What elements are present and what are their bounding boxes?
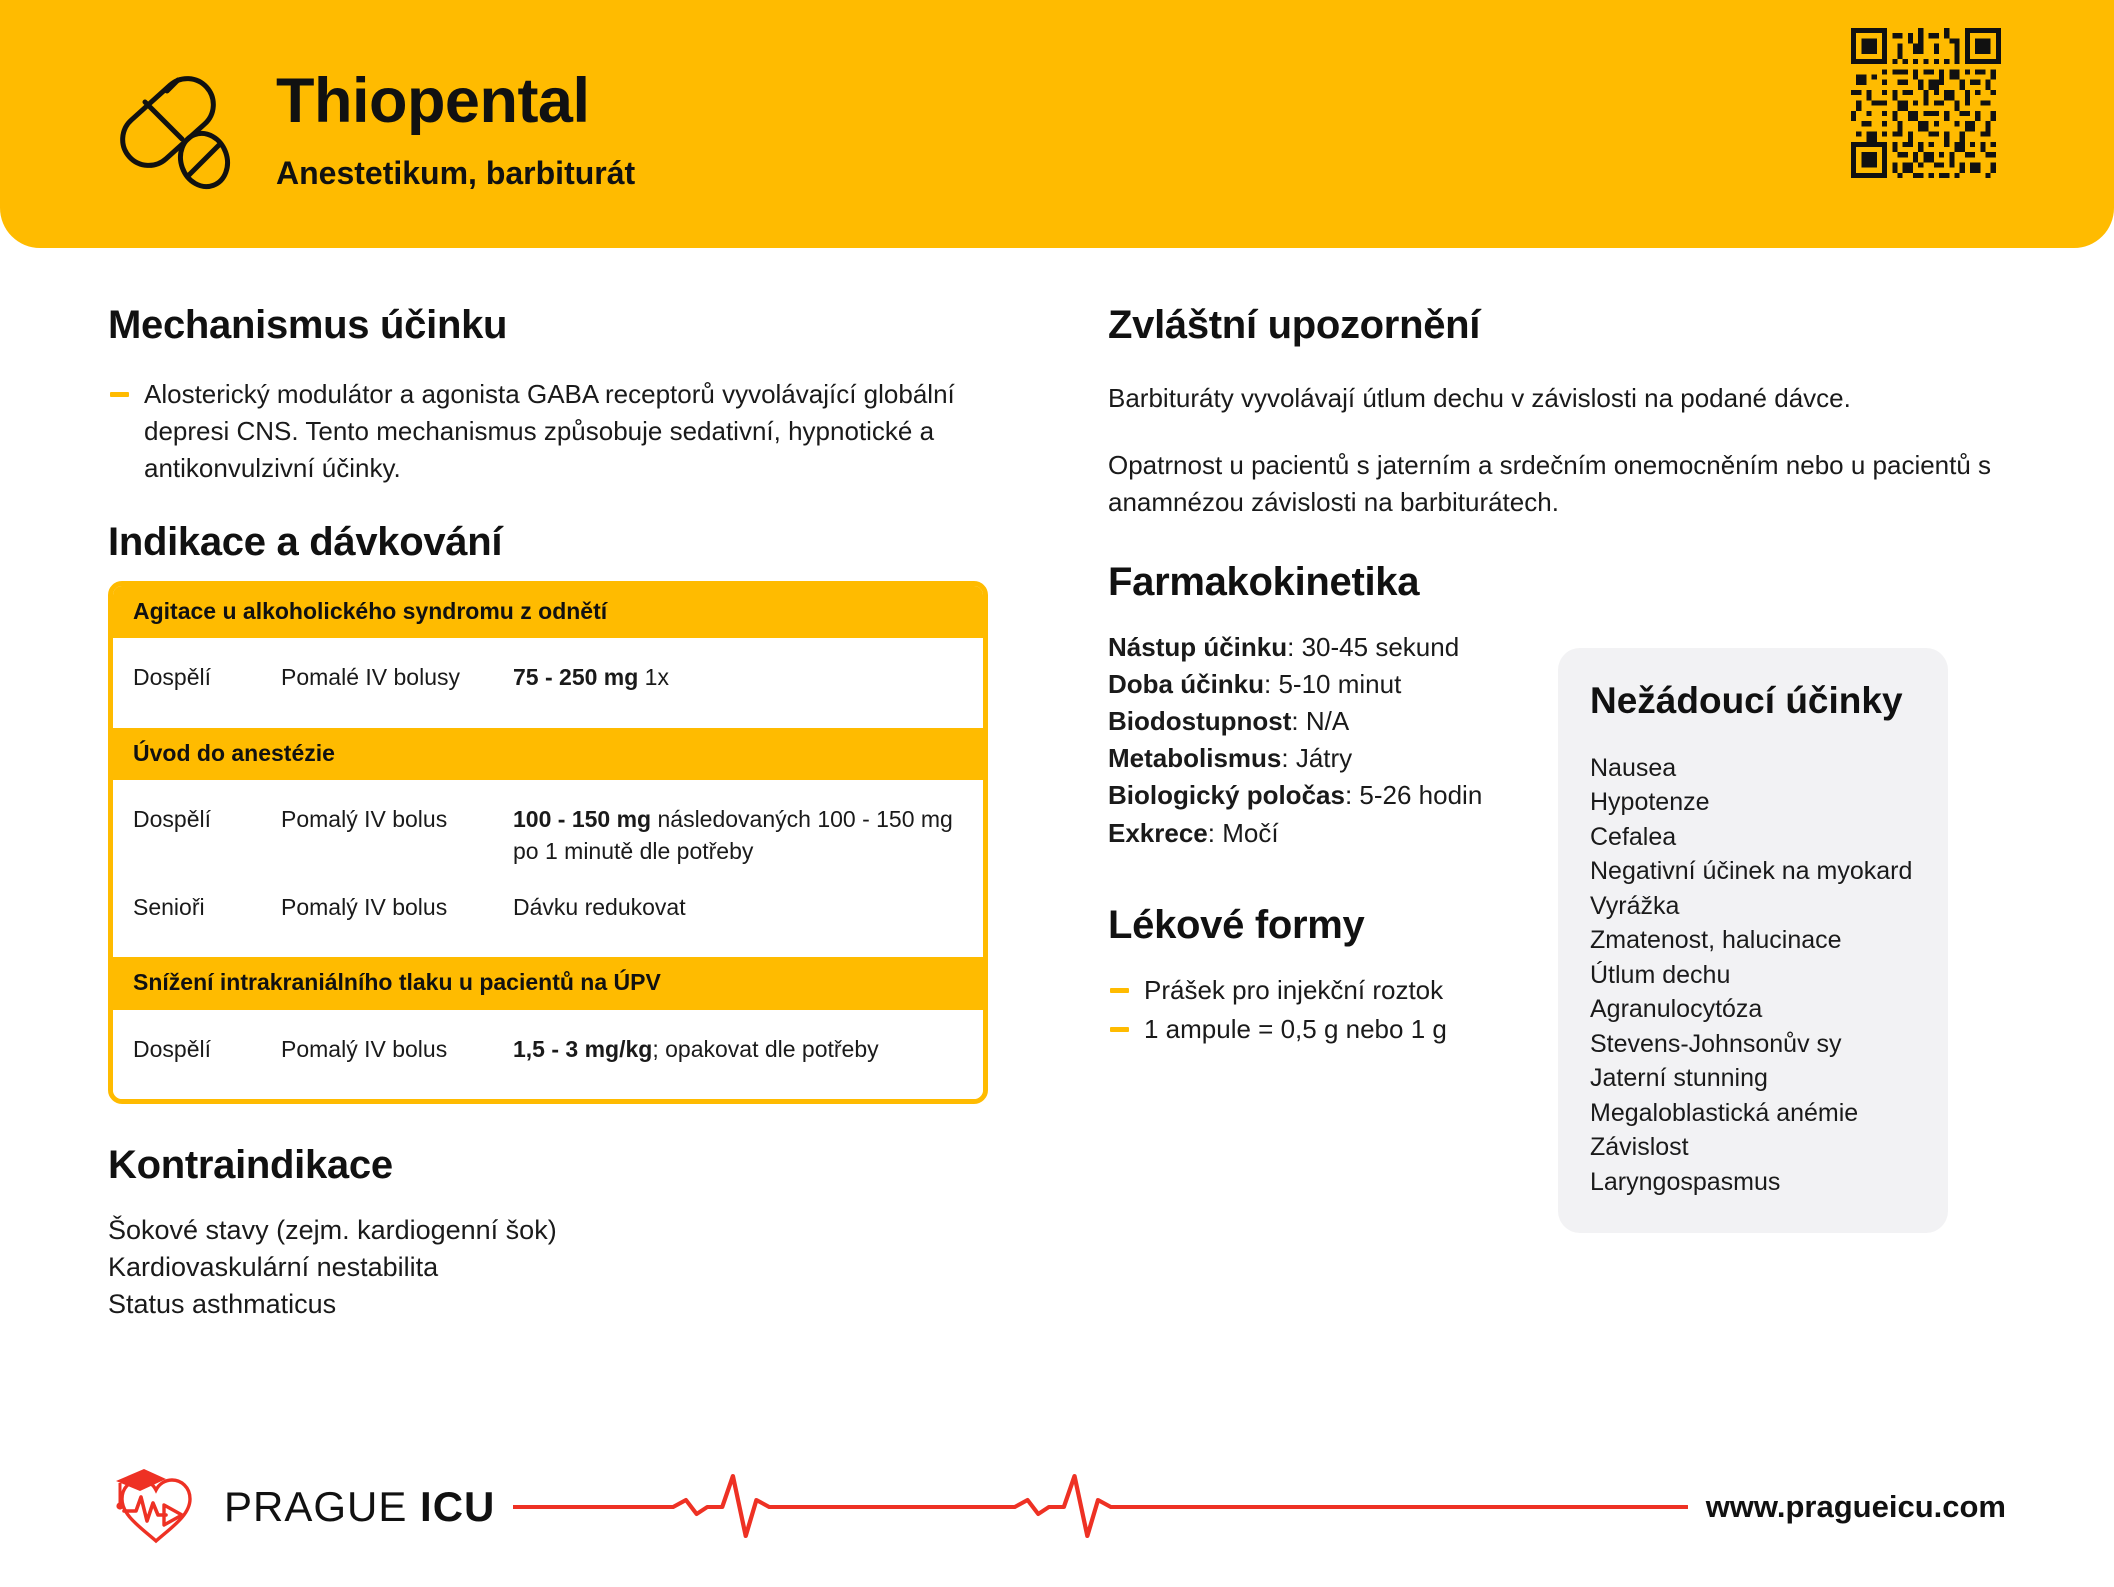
pharmacokinetics-heading: Farmakokinetika <box>1108 559 1420 604</box>
dosing-group-rows <box>113 780 983 957</box>
logo-prague: PRAGUE <box>224 1483 408 1530</box>
list-item: Zmatenost, halucinace <box>1590 926 1842 955</box>
dosing-group-rows <box>113 638 983 728</box>
list-item: Jaterní stunning <box>1590 1064 1768 1093</box>
row-population: Dospělí <box>133 1035 211 1062</box>
pk-label: Biologický poločas <box>1108 780 1345 811</box>
pk-label: Nástup účinku <box>1108 631 1288 662</box>
dosing-group-heading: Úvod do anestézie <box>113 728 983 780</box>
row-route: Pomalý IV bolus <box>281 1035 448 1062</box>
drug-title: Thiopental <box>276 66 590 136</box>
row-population: Senioři <box>133 893 205 920</box>
pk-item: Doba účinku: 5-10 minut <box>1108 668 1402 699</box>
card-body <box>0 248 2114 1428</box>
row-dose <box>513 1034 963 1066</box>
list-item: 1 ampule = 0,5 g nebo 1 g <box>1108 1011 2028 1048</box>
pk-value: 5-26 hodin <box>1359 780 1483 811</box>
pk-item: Metabolismus: Játry <box>1108 743 1353 774</box>
list-item: Stevens-Johnsonův sy <box>1590 1029 1842 1058</box>
pk-label: Exkrece <box>1108 817 1208 848</box>
warnings-paragraph: Barbituráty vyvolávají útlum dechu v závislosti na podané dávce. <box>1108 383 1851 413</box>
dosing-table <box>108 581 988 1105</box>
contraindications-heading: Kontraindikace <box>108 1143 393 1188</box>
row-dose-bold: 75 - 250 mg <box>513 664 639 691</box>
pk-label: Metabolismus <box>1108 743 1282 774</box>
row-dose-rest: ; opakovat dle potřeby <box>652 1035 879 1062</box>
mechanism-item: Alosterický modulátor a agonista GABA receptorů vyvolávající globální depresi CNS. Tento mechanismus způsobuje sedativní, hypnotické a antikonvulzivní účinky. <box>108 376 988 487</box>
row-population: Dospělí <box>133 806 211 833</box>
list-item: Útlum dechu <box>1590 960 1731 989</box>
footer-row <box>110 1465 2006 1549</box>
logo-wordmark <box>224 1483 495 1531</box>
drug-subtitle: Anestetikum, barbiturát <box>276 155 636 191</box>
row-route: Pomalé IV bolusy <box>281 664 460 691</box>
list-item: Šokové stavy (zejm. kardiogenní šok) <box>108 1215 557 1246</box>
dosing-heading: Indikace a dávkování <box>108 519 503 564</box>
pk-item: Biodostupnost: N/A <box>1108 706 1350 737</box>
list-item: Cefalea <box>1590 822 1677 851</box>
list-item: Megaloblastická anémie <box>1590 1098 1859 1127</box>
dosing-group <box>113 957 983 1099</box>
pk-label: Doba účinku <box>1108 668 1265 699</box>
row-dose-rest: 1x <box>638 664 669 691</box>
row-population: Dospělí <box>133 664 211 691</box>
pk-item: Nástup účinku: 30-45 sekund <box>1108 631 1460 662</box>
dosing-group-rows <box>113 1010 983 1100</box>
mechanism-heading: Mechanismus účinku <box>108 303 508 347</box>
title-block <box>276 62 635 189</box>
row-route: Pomalý IV bolus <box>281 806 448 833</box>
ecg-line <box>513 1472 1687 1542</box>
contraindications-list <box>108 1212 988 1323</box>
list-item: Prášek pro injekční roztok <box>1108 972 2028 1009</box>
row-route: Pomalý IV bolus <box>281 893 448 920</box>
card-header <box>0 0 2114 248</box>
pk-label: Biodostupnost <box>1108 706 1292 737</box>
card-footer <box>0 1427 2114 1587</box>
warnings-paragraph: Opatrnost u pacientů s jaterním a srdečním onemocněním nebo u pacientů s anamnézou závislosti na barbiturátech. <box>1108 449 1992 517</box>
mechanism-list <box>108 376 988 487</box>
list-item: Hypotenze <box>1590 788 1710 817</box>
dosing-group-heading: Agitace u alkoholického syndromu z odnětí <box>113 586 983 638</box>
pk-value: N/A <box>1305 706 1350 737</box>
row-dose <box>513 662 963 694</box>
footer-url[interactable]: www.pragueicu.com <box>1705 1489 2006 1524</box>
row-dose-bold: 100 - 150 mg <box>513 806 652 833</box>
row-dose <box>513 804 963 867</box>
pk-value: 5-10 minut <box>1278 668 1402 699</box>
logo-icu: ICU <box>420 1483 496 1530</box>
list-item: Kardiovaskulární nestabilita <box>108 1252 439 1283</box>
list-item: Status asthmaticus <box>108 1289 337 1320</box>
list-item: Laryngospasmus <box>1590 1167 1781 1196</box>
list-item: Negativní účinek na myokard <box>1590 857 1913 886</box>
row-dose-rest: Dávku redukovat <box>513 893 686 920</box>
list-item: Vyrážka <box>1590 891 1680 920</box>
pk-item: Exkrece: Močí <box>1108 817 1279 848</box>
list-item: Agranulocytóza <box>1590 995 1763 1024</box>
list-item: Závislost <box>1590 1133 1689 1162</box>
header-content <box>110 62 635 190</box>
dosing-group <box>113 728 983 958</box>
table-row <box>113 874 983 930</box>
table-row <box>113 786 983 873</box>
forms-heading: Lékové formy <box>1108 902 1365 947</box>
left-column <box>108 304 988 1323</box>
row-dose-bold: 1,5 - 3 mg/kg <box>513 1035 653 1062</box>
warnings-heading: Zvláštní upozornění <box>1108 303 1481 347</box>
row-dose-rest: následovaných 100 - 150 mg po 1 minutě dle potřeby <box>513 806 953 864</box>
table-row <box>113 644 983 700</box>
heart-ecg-graduation-cap-logo <box>110 1465 202 1549</box>
pk-item: Biologický poločas: 5-26 hodin <box>1108 780 1483 811</box>
pk-value: Močí <box>1222 817 1279 848</box>
pk-value: Játry <box>1295 743 1353 774</box>
dosing-group <box>113 586 983 728</box>
dosing-group-heading: Snížení intrakraniálního tlaku u pacientů na ÚPV <box>113 957 983 1009</box>
list-item: Nausea <box>1590 753 1677 782</box>
adverse-effects-panel <box>1558 648 1948 1233</box>
row-dose <box>513 892 963 924</box>
pk-value: 30-45 sekund <box>1301 631 1460 662</box>
pill-capsule-icon <box>110 62 238 190</box>
adverse-effects-list <box>1590 751 1916 1200</box>
qr-code[interactable] <box>1828 28 2024 178</box>
adverse-effects-heading: Nežádoucí účinky <box>1590 680 1903 721</box>
table-row <box>113 1016 983 1072</box>
